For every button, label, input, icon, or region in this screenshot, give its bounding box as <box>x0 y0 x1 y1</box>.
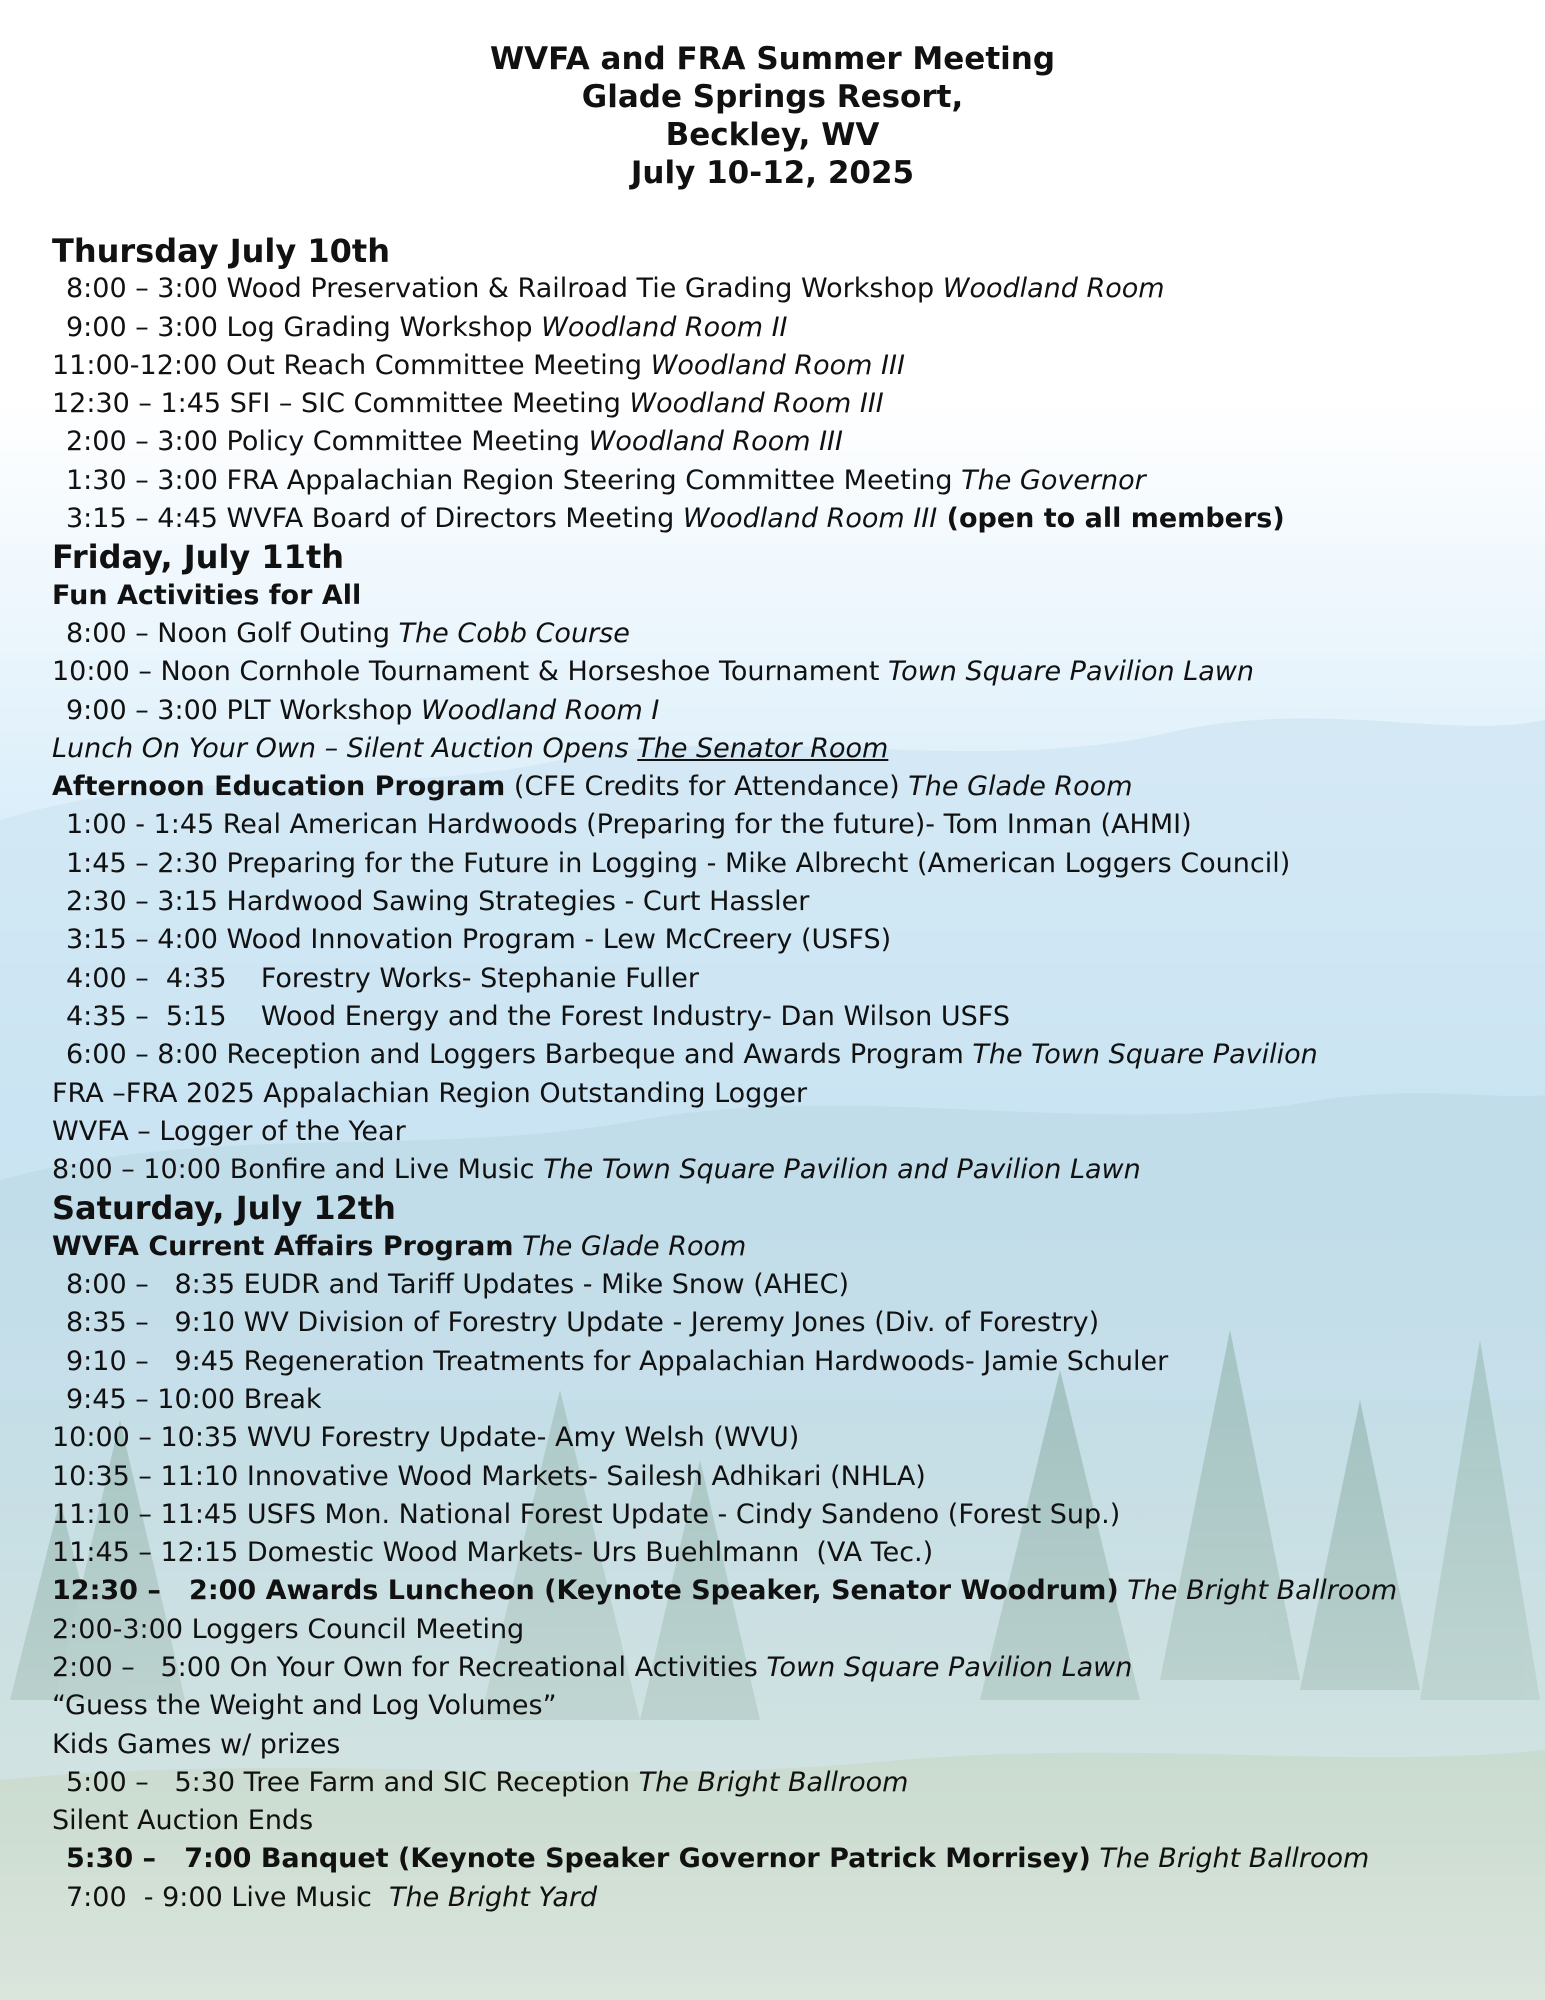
schedule-item: 4:00 – 4:35 Forestry Works- Stephanie Fuller <box>66 962 699 994</box>
schedule-item: 8:00 – 10:00 Bonfire and Live Music The Town Square Pavilion and Pavilion Lawn <box>52 1154 1141 1186</box>
schedule-item: 3:15 – 4:00 Wood Innovation Program - Lew McCreery (USFS) <box>66 924 892 956</box>
schedule-item: 1:00 - 1:45 Real American Hardwoods (Preparing for the future)- Tom Inman (AHMI) <box>66 809 1192 841</box>
location: The Bright Yard <box>389 1881 598 1913</box>
lunch-auction-item: Lunch On Your Own – Silent Auction Opens The Senator Room <box>52 732 889 764</box>
award-item: FRA –FRA 2025 Appalachian Region Outstanding Logger <box>52 1077 808 1109</box>
location: The Bright Ballroom <box>638 1766 909 1798</box>
schedule-item: 8:35 – 9:10 WV Division of Forestry Update - Jeremy Jones (Div. of Forestry) <box>66 1307 1100 1339</box>
auction-end-item: Silent Auction Ends <box>52 1805 314 1837</box>
location: Town Square Pavilion Lawn <box>888 656 1254 688</box>
schedule-item: 2:00 – 5:00 On Your Own for Recreational Activities Town Square Pavilion Lawn <box>52 1651 1133 1683</box>
event-city: Beckley, WV <box>665 117 880 153</box>
banquet-item: 5:30 – 7:00 Banquet (Keynote Speaker Governor Patrick Morrisey) The Bright Ballroom <box>66 1843 1370 1875</box>
fun-activities-heading: Fun Activities for All <box>52 579 362 611</box>
activity-item: “Guess the Weight and Log Volumes” <box>52 1690 557 1722</box>
event-header <box>0 40 1545 192</box>
activity-item: Kids Games w/ prizes <box>52 1728 341 1760</box>
schedule-item: 1:45 – 2:30 Preparing for the Future in Logging - Mike Albrecht (American Loggers Council) <box>66 847 1291 879</box>
schedule-item: 8:00 – 8:35 EUDR and Tariff Updates - Mike Snow (AHEC) <box>66 1269 849 1301</box>
schedule-item: 6:00 – 8:00 Reception and Loggers Barbeque and Awards Program The Town Square Pavilion <box>66 1039 1318 1071</box>
schedule-item: 10:35 – 11:10 Innovative Wood Markets- Sailesh Adhikari (NHLA) <box>52 1460 926 1492</box>
location: The Glade Room <box>908 771 1133 803</box>
thursday-heading: Thursday July 10th <box>52 232 390 270</box>
event-dates: July 10-12, 2025 <box>630 155 915 191</box>
schedule-item: 9:00 – 3:00 PLT Workshop Woodland Room I <box>66 694 660 726</box>
awards-luncheon-item: 12:30 – 2:00 Awards Luncheon (Keynote Speaker, Senator Woodrum) The Bright Ballroom <box>52 1575 1398 1607</box>
schedule-item: 9:45 – 10:00 Break <box>66 1383 322 1415</box>
schedule-item: 1:30 – 3:00 FRA Appalachian Region Steering Committee Meeting The Governor <box>66 464 1146 496</box>
location: Woodland Room II <box>541 311 788 343</box>
schedule-item: 10:00 – Noon Cornhole Tournament & Horseshoe Tournament Town Square Pavilion Lawn <box>52 656 1254 688</box>
event-title: WVFA and FRA Summer Meeting <box>489 41 1056 77</box>
location: The Cobb Course <box>398 617 630 649</box>
location: Woodland Room III <box>588 426 843 458</box>
schedule-item: 12:30 – 1:45 SFI – SIC Committee Meeting Woodland Room III <box>52 388 884 420</box>
schedule-item: 3:15 – 4:45 WVFA Board of Directors Meeting Woodland Room III (open to all members) <box>66 503 1285 535</box>
location: Woodland Room III <box>629 388 884 420</box>
schedule-item: 8:00 – Noon Golf Outing The Cobb Course <box>66 617 630 649</box>
schedule-item: 4:35 – 5:15 Wood Energy and the Forest Industry- Dan Wilson USFS <box>66 1000 1010 1032</box>
location: Woodland Room III <box>682 503 938 535</box>
event-venue: Glade Springs Resort, <box>581 79 964 115</box>
saturday-heading: Saturday, July 12th <box>52 1189 396 1228</box>
schedule-item: 2:30 – 3:15 Hardwood Sawing Strategies - Curt Hassler <box>66 886 810 918</box>
schedule-item: 7:00 - 9:00 Live Music The Bright Yard <box>66 1881 598 1913</box>
location: The Governor <box>961 464 1146 496</box>
schedule-item: 10:00 – 10:35 WVU Forestry Update- Amy Welsh (WVU) <box>52 1422 800 1454</box>
location: The Town Square Pavilion and Pavilion Lawn <box>543 1154 1141 1186</box>
location: Woodland Room <box>942 273 1165 305</box>
schedule-item: 5:00 – 5:30 Tree Farm and SIC Reception The Bright Ballroom <box>66 1766 909 1798</box>
award-item: WVFA – Logger of the Year <box>52 1115 406 1147</box>
friday-heading: Friday, July 11th <box>52 538 345 577</box>
location: The Bright Ballroom <box>1099 1843 1370 1875</box>
location: Woodland Room I <box>420 694 660 726</box>
location: The Glade Room <box>522 1230 747 1262</box>
location: The Bright Ballroom <box>1127 1575 1398 1607</box>
schedule-item: 9:00 – 3:00 Log Grading Workshop Woodland Room II <box>66 311 788 343</box>
location: Woodland Room III <box>650 349 905 381</box>
schedule-item: 2:00 – 3:00 Policy Committee Meeting Woodland Room III <box>66 426 843 458</box>
location: Town Square Pavilion Lawn <box>766 1651 1133 1683</box>
location: The Senator Room <box>637 732 889 764</box>
schedule-item: 2:00-3:00 Loggers Council Meeting <box>52 1613 525 1645</box>
schedule-item: 8:00 – 3:00 Wood Preservation & Railroad Tie Grading Workshop Woodland Room <box>66 273 1165 305</box>
schedule-item: 11:10 – 11:45 USFS Mon. National Forest Update - Cindy Sandeno (Forest Sup.) <box>52 1498 1121 1530</box>
location: The Town Square Pavilion <box>972 1039 1318 1071</box>
schedule <box>52 232 1522 1917</box>
current-affairs-heading: WVFA Current Affairs Program The Glade Room <box>52 1230 747 1262</box>
education-program-heading: Afternoon Education Program (CFE Credits for Attendance) The Glade Room <box>52 771 1133 803</box>
schedule-item: 9:10 – 9:45 Regeneration Treatments for Appalachian Hardwoods- Jamie Schuler <box>66 1345 1169 1377</box>
open-note: (open to all members) <box>937 503 1285 535</box>
schedule-item: 11:45 – 12:15 Domestic Wood Markets- Urs Buehlmann (VA Tec.) <box>52 1537 934 1569</box>
schedule-item: 11:00-12:00 Out Reach Committee Meeting Woodland Room III <box>52 349 905 381</box>
